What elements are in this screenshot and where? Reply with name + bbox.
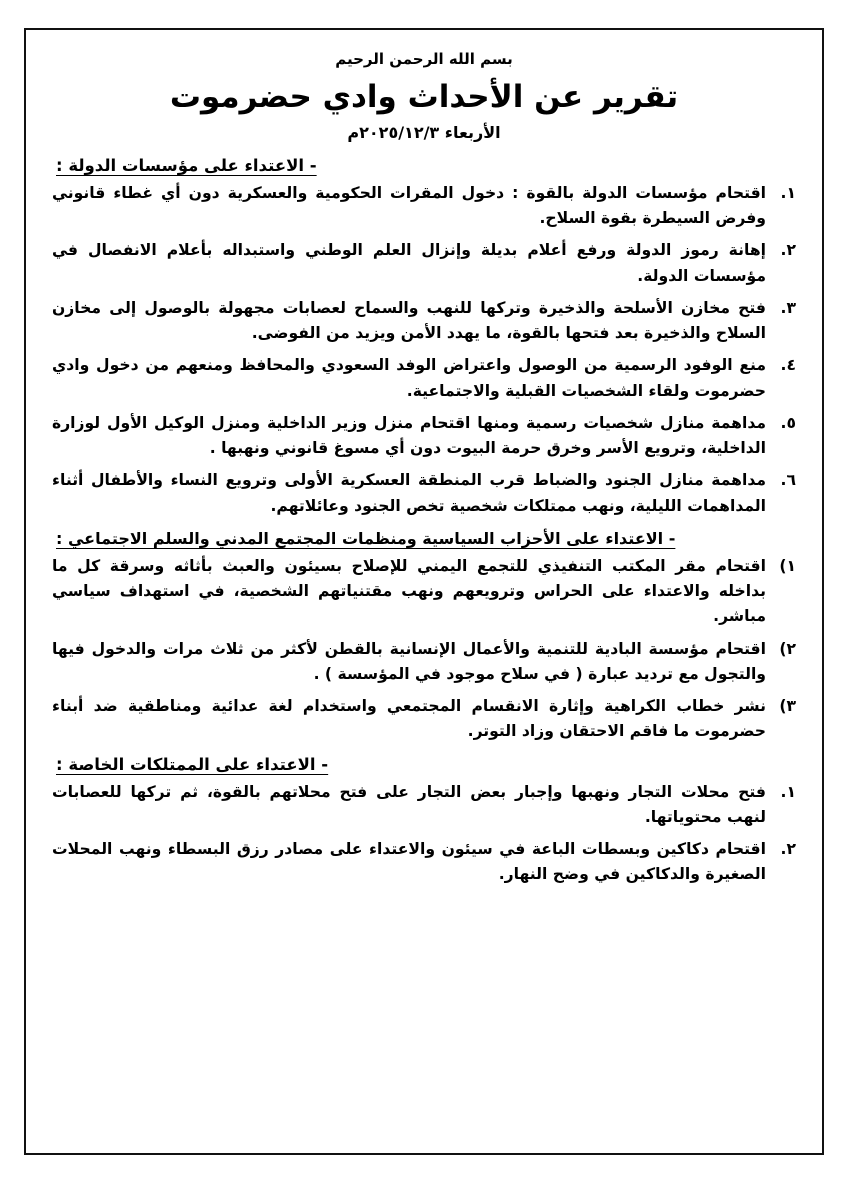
list-item-text: مداهمة منازل الجنود والضباط قرب المنطقة العسكرية الأولى وترويع النساء والأطفال أثناء المداهمات الليلية، ونهب ممتلكات شخصية تخص الجنود وعائلاتهم. [52, 471, 766, 515]
list-item [52, 238, 796, 289]
list-item-text: فتح مخازن الأسلحة والذخيرة وتركها للنهب والسماح لعصابات مجهولة بالوصول إلى مخازن السلاح والذخيرة بعد فتحها بالقوة، ما يهدد الأمن ويزيد من الفوضى. [52, 298, 766, 342]
list-item [52, 780, 796, 831]
list-item-marker: ١. [780, 183, 796, 202]
list-item [52, 554, 796, 630]
page-title: تقرير عن الأحداث وادي حضرموت [169, 79, 679, 115]
list-item [52, 694, 796, 745]
list-item-marker: ٦. [780, 471, 796, 490]
section-list-private-property [52, 780, 796, 888]
section-list-political-parties [52, 554, 796, 745]
list-item-marker: ٣. [780, 298, 796, 317]
list-item-text: إهانة رموز الدولة ورفع أعلام بديلة وإنزال العلم الوطني واستبداله بأعلام الانفصال في مؤسسات الدولة. [52, 241, 766, 285]
list-item-text: مداهمة منازل شخصيات رسمية ومنها اقتحام منزل وزير الداخلية ومنزل الوكيل الأول لوزارة الداخلية، وترويع الأسر وخرق حرمة البيوت دون أي مسوغ قانوني ونهبها . [52, 413, 766, 457]
list-item-text: اقتحام مؤسسات الدولة بالقوة : دخول المقرات الحكومية والعسكرية دون أي غطاء قانوني وفرض السيطرة بقوة السلاح. [52, 183, 766, 227]
basmala-line: بسم الله الرحمن الرحيم [335, 50, 513, 68]
bottom-whitespace [52, 895, 796, 1015]
list-item-text: نشر خطاب الكراهية وإثارة الانقسام المجتمعي واستخدام لغة عدائية ومناطقية ضد أبناء حضرموت ما فاقم الاحتقان وزاد التوتر. [52, 697, 766, 741]
list-item-marker: ٢) [779, 639, 796, 658]
list-item-marker: ٤. [780, 356, 796, 375]
list-item-text: منع الوفود الرسمية من الوصول واعتراض الوفد السعودي والمحافظ ومنعهم من دخول وادي حضرموت ولقاء الشخصيات القبلية والاجتماعية. [52, 356, 766, 400]
list-item [52, 411, 796, 462]
list-item-marker: ٢. [780, 241, 796, 260]
list-item-marker: ٣) [779, 697, 796, 715]
document-body [52, 44, 796, 1139]
list-item [52, 837, 796, 888]
list-item-marker: ٥. [780, 413, 796, 432]
document-date: الأربعاء ٢٠٢٥/١٢/٣م [347, 122, 501, 142]
list-item-marker: ١. [780, 782, 796, 801]
list-item-text: فتح محلات التجار ونهبها وإجبار بعض التجار على فتح محلاتهم بالقوة، ثم تركها للعصابات لنهب محتوياتها. [52, 782, 766, 826]
list-item-text: اقتحام دكاكين وبسطات الباعة في سيئون والاعتداء على مصادر رزق البسطاء ونهب المحلات الصغيرة والدكاكين في وضح النهار. [52, 840, 766, 884]
list-item-marker: ١) [779, 556, 796, 575]
list-item [52, 353, 796, 404]
list-item [52, 637, 796, 688]
section-heading-private-property: - الاعتداء على الممتلكات الخاصة : [56, 754, 329, 774]
section-heading-political-parties: - الاعتداء على الأحزاب السياسية ومنظمات المجتمع المدني والسلم الاجتماعي : [56, 528, 676, 548]
list-item-text: اقتحام مقر المكتب التنفيذي للتجمع اليمني للإصلاح بسيئون والعبث بأثاثه وسرقة كل ما بداخله والاعتداء على الحراس وترويعهم ونهب مقتنياتهم الشخصية، في استهداف سياسي مباشر. [52, 556, 766, 626]
list-item [52, 468, 796, 519]
list-item [52, 296, 796, 347]
list-item-marker: ٢. [780, 840, 796, 858]
list-item [52, 181, 796, 232]
list-item-text: اقتحام مؤسسة البادية للتنمية والأعمال الإنسانية بالقطن لأكثر من ثلاث مرات والدخول فيها والتجول مع ترديد عبارة ( في سلاح موجود في المؤسسة ) . [52, 639, 766, 683]
section-heading-state-institutions: - الاعتداء على مؤسسات الدولة : [56, 155, 317, 175]
section-list-state-institutions [52, 181, 796, 519]
